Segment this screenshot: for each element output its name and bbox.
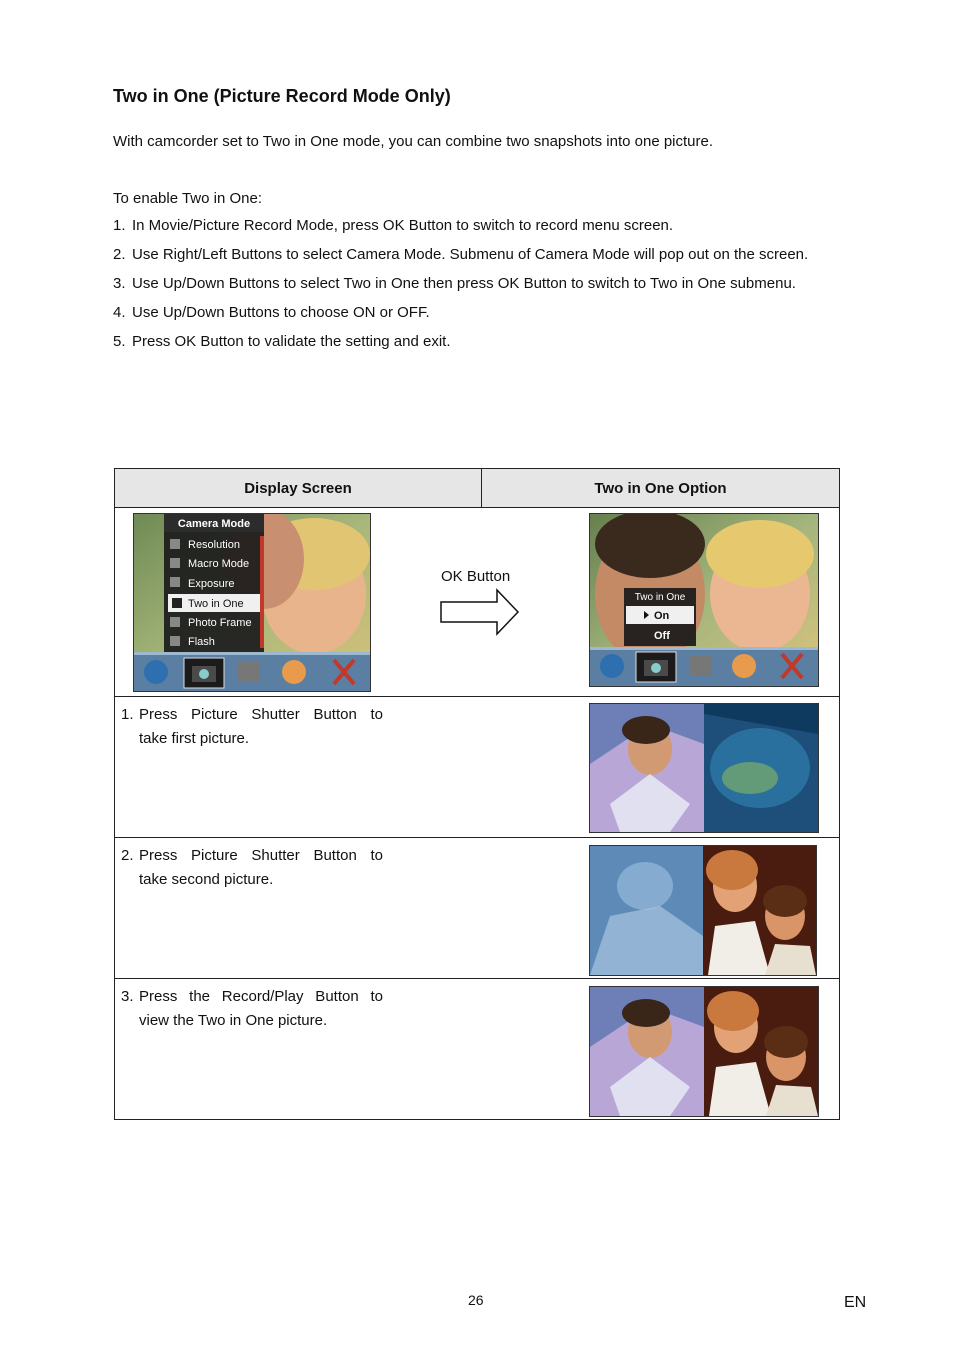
- table-row-step-3-image: [482, 979, 840, 1120]
- step-item: 4. Use Up/Down Buttons to choose ON or OFF.: [113, 304, 430, 321]
- table-row-step-1-text: [115, 697, 482, 838]
- submenu-option-on[interactable]: On: [654, 610, 670, 622]
- steps-list: [113, 214, 841, 359]
- menu-item-photo-frame[interactable]: Photo Frame: [188, 617, 252, 629]
- enable-title: To enable Two in One:: [113, 190, 262, 207]
- col-header-two-in-one-option: Two in One Option: [482, 469, 840, 508]
- combined-picture-image: [589, 986, 819, 1117]
- two-in-one-submenu-screenshot: [589, 513, 819, 687]
- movie-mode-icon[interactable]: [144, 660, 168, 684]
- ok-button-label: OK Button: [441, 568, 511, 585]
- first-picture-image: [589, 703, 819, 833]
- right-arrow-icon: [440, 588, 520, 636]
- second-picture-image: [589, 845, 817, 976]
- menu-item-macro-mode[interactable]: Macro Mode: [188, 558, 250, 570]
- menu-title: Camera Mode: [177, 518, 251, 530]
- camera-menu-screenshot: [133, 513, 371, 692]
- table-row-step-1-image: [482, 697, 840, 838]
- movie-mode-icon[interactable]: [600, 654, 624, 678]
- step-item: 2. Use Right/Left Buttons to select Camera Mode. Submenu of Camera Mode will pop out on the screen.: [113, 246, 809, 263]
- submenu-title: Two in One: [634, 592, 686, 603]
- palette-icon[interactable]: [732, 654, 756, 678]
- submenu-option-off[interactable]: Off: [654, 630, 670, 642]
- step-item: 5. Press OK Button to validate the setting and exit.: [113, 333, 451, 350]
- table-row-step-2-image: [482, 838, 840, 979]
- step-3-description: 3. Press the Record/Play Button to view the Two in One picture.: [121, 988, 383, 1029]
- table-row-step-2-text: [115, 838, 482, 979]
- col-header-display-screen: Display Screen: [115, 469, 482, 508]
- two-in-one-table: [114, 468, 840, 1120]
- palette-icon[interactable]: [282, 660, 306, 684]
- menu-item-resolution[interactable]: Resolution: [188, 539, 240, 551]
- table-row-step-3-text: [115, 979, 482, 1120]
- setting-icon[interactable]: [690, 656, 712, 676]
- page-heading: Two in One (Picture Record Mode Only): [113, 86, 451, 106]
- menu-item-two-in-one[interactable]: Two in One: [188, 598, 244, 610]
- step-1-description: 1. Press Picture Shutter Button to take first picture.: [121, 706, 383, 747]
- intro-paragraph: With camcorder set to Two in One mode, you can combine two snapshots into one picture.: [113, 133, 714, 150]
- step-2-description: 2. Press Picture Shutter Button to take second picture.: [121, 847, 383, 888]
- step-item: 3. Use Up/Down Buttons to select Two in One then press OK Button to switch to Two in One submenu.: [113, 275, 796, 292]
- setting-icon[interactable]: [238, 662, 260, 682]
- language-label: EN: [844, 1294, 867, 1311]
- menu-item-flash[interactable]: Flash: [188, 636, 215, 648]
- step-item: 1. In Movie/Picture Record Mode, press OK Button to switch to record menu screen.: [113, 217, 674, 234]
- menu-item-exposure[interactable]: Exposure: [188, 578, 235, 590]
- table-row-menu: [115, 508, 840, 697]
- page-number: 26: [468, 1292, 484, 1308]
